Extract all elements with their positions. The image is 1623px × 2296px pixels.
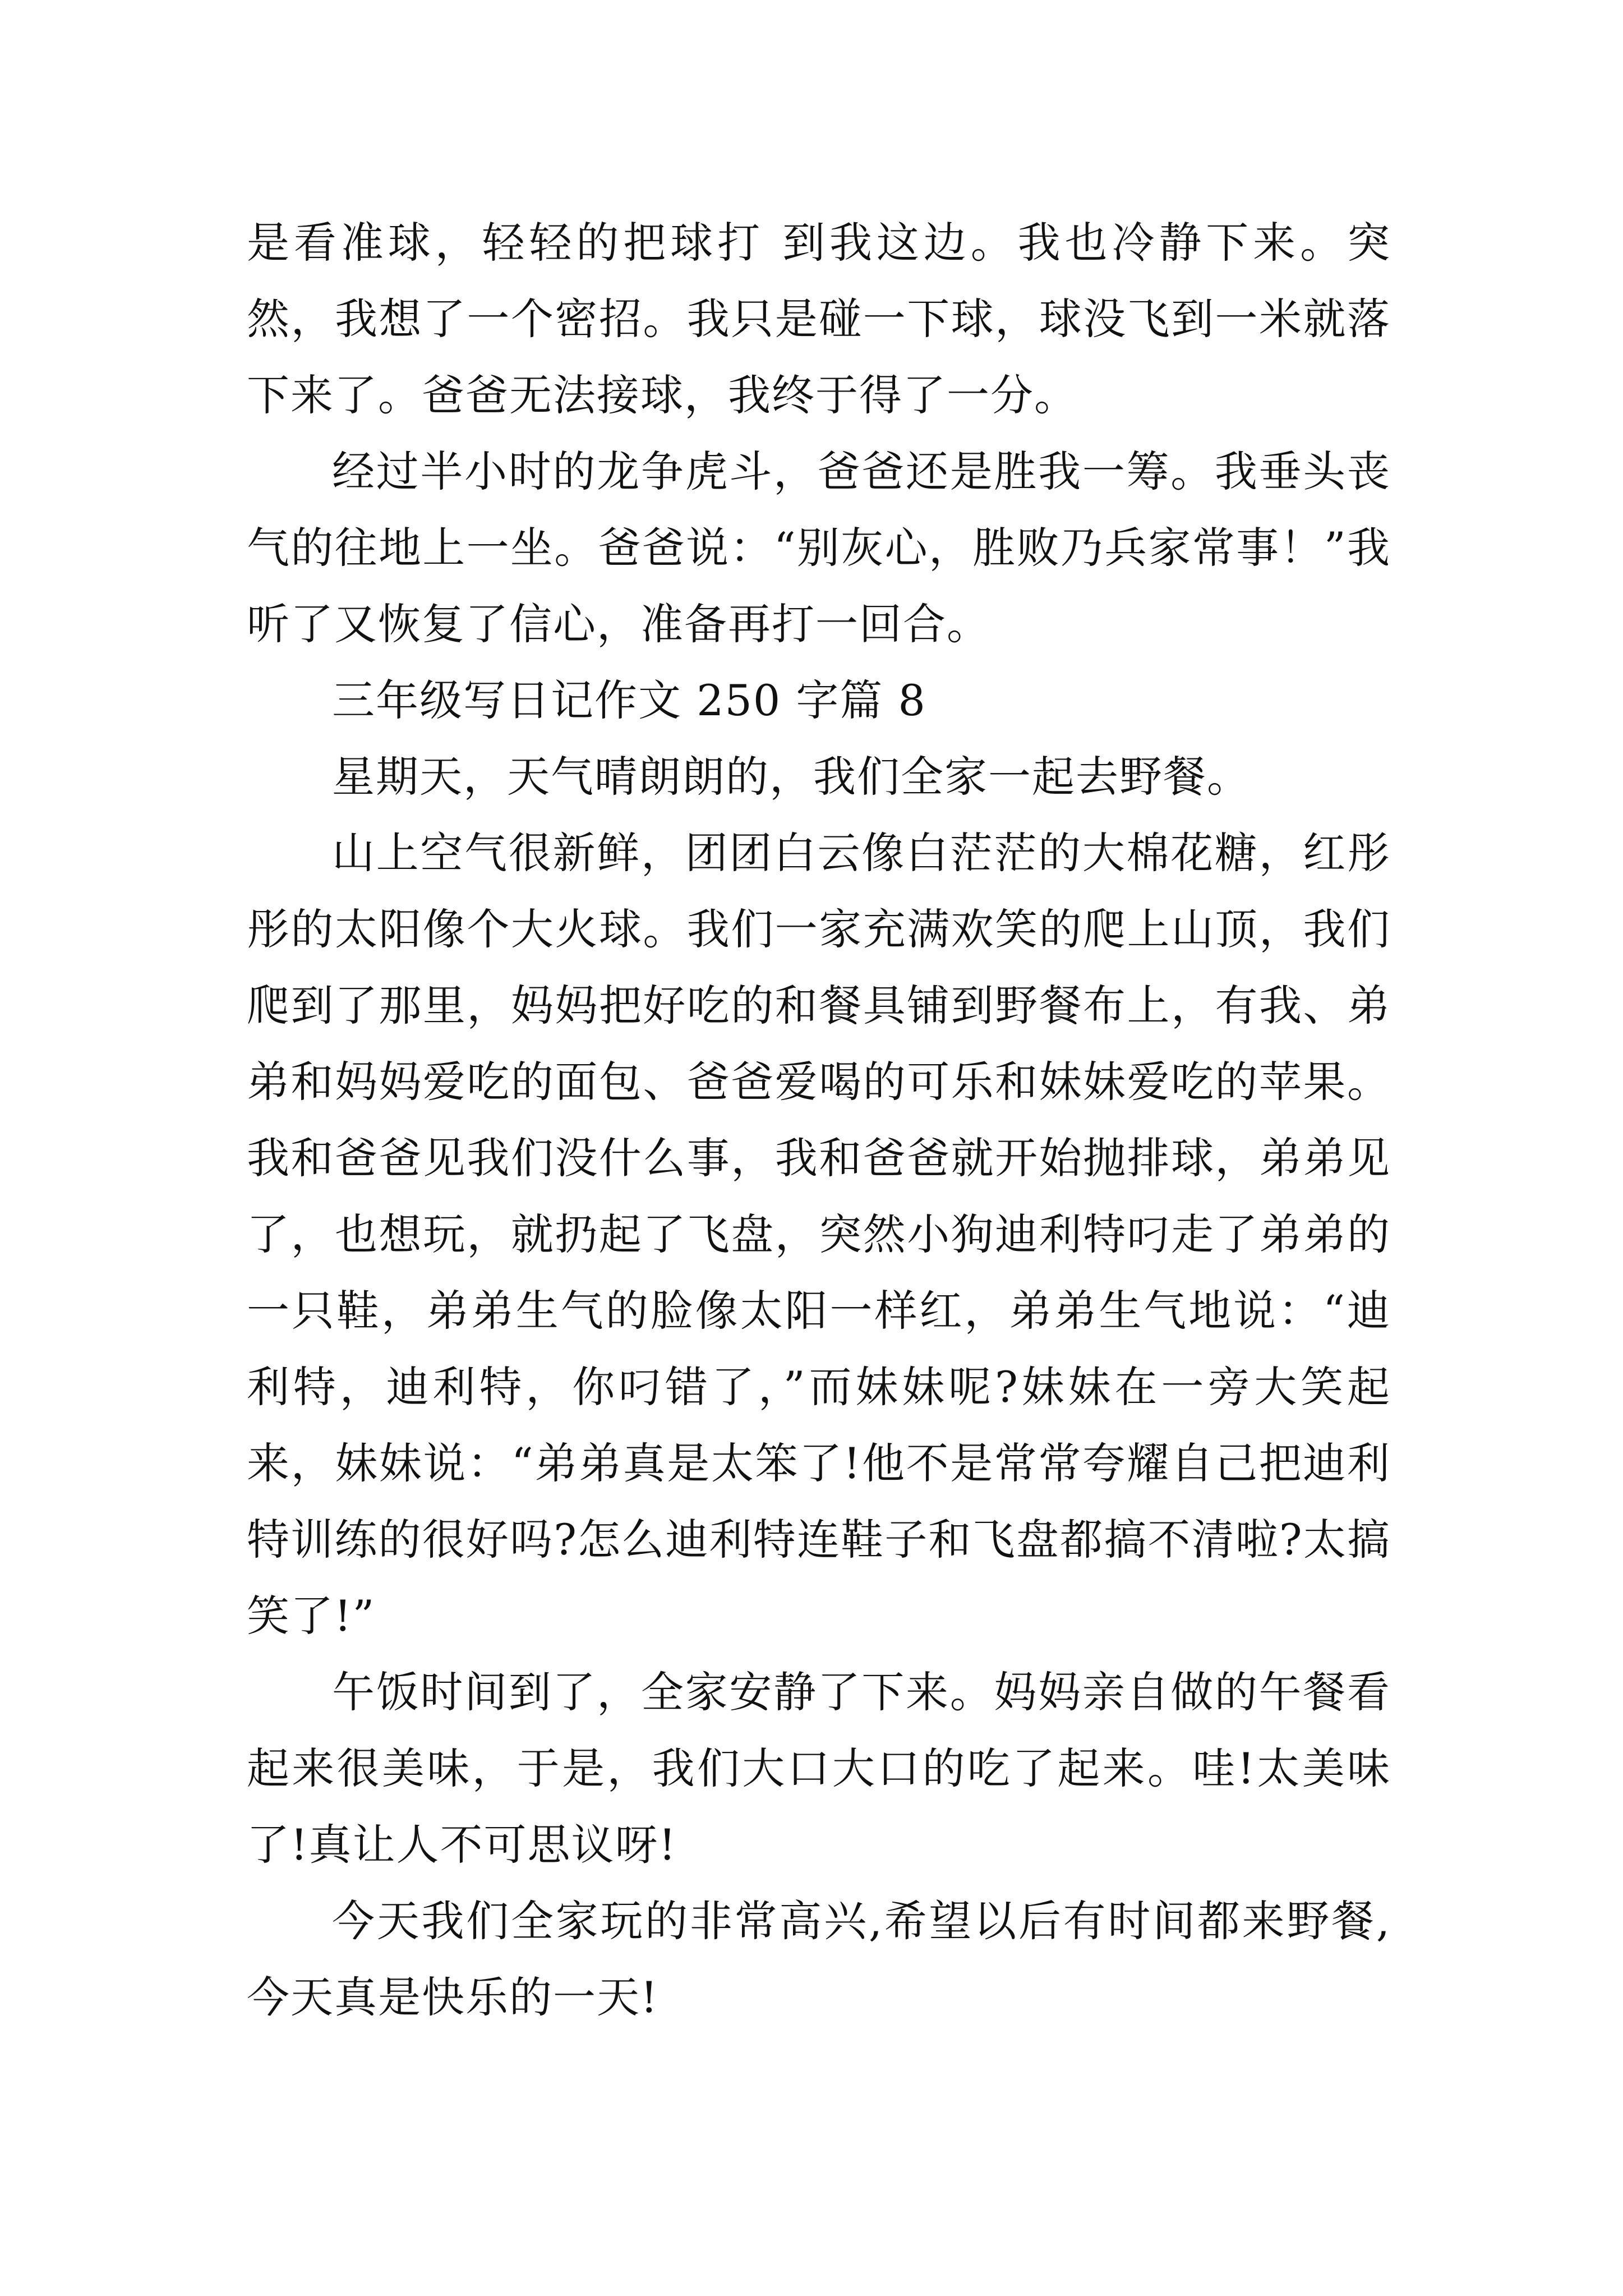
paragraph: 山上空气很新鲜，团团白云像白茫茫的大棉花糖，红彤彤的太阳像个大火球。我们一家充满欢笑的爬上山顶，我们爬到了那里，妈妈把好吃的和餐具铺到野餐布上，有我、弟弟和妈妈爱吃的面包、爸爸爱喝的可乐和妹妹爱吃的苹果。我和爸爸见我们没什么事，我和爸爸就开始抛排球，弟弟见了，也想玩，就扔起了飞盘，突然小狗迪利特叼走了弟弟的一只鞋，弟弟生气的脸像太阳一样红，弟弟生气地说：“迪利特，迪利特，你叼错了，”而妹妹呢?妹妹在一旁大笑起来，妹妹说：“弟弟真是太笨了!他不是常常夸耀自己把迪利特训练的很好吗?怎么迪利特连鞋子和飞盘都搞不清啦?太搞笑了!” bbox=[247, 828, 1391, 1641]
document-body bbox=[247, 205, 1391, 2036]
paragraph: 经过半小时的龙争虎斗，爸爸还是胜我一筹。我垂头丧气的往地上一坐。爸爸说：“别灰心，胜败乃兵家常事！”我听了又恢复了信心，准备再打一回合。 bbox=[247, 447, 1391, 649]
paragraph: 今天我们全家玩的非常高兴,希望以后有时间都来野餐,今天真是快乐的一天! bbox=[247, 1896, 1391, 2022]
paragraph: 午饭时间到了，全家安静了下来。妈妈亲自做的午餐看起来很美味，于是，我们大口大口的吃了起来。哇!太美味了!真让人不可思议呀! bbox=[247, 1667, 1391, 1870]
paragraph: 星期天，天气晴朗朗的，我们全家一起去野餐。 bbox=[332, 752, 1251, 802]
paragraph-continuation: 是看准球，轻轻的把球打 到我这边。我也冷静下来。突然，我想了一个密招。我只是碰一下球，球没飞到一米就落下来了。爸爸无法接球，我终于得了一分。 bbox=[247, 218, 1391, 420]
section-heading: 三年级写日记作文 250 字篇 8 bbox=[332, 675, 926, 725]
